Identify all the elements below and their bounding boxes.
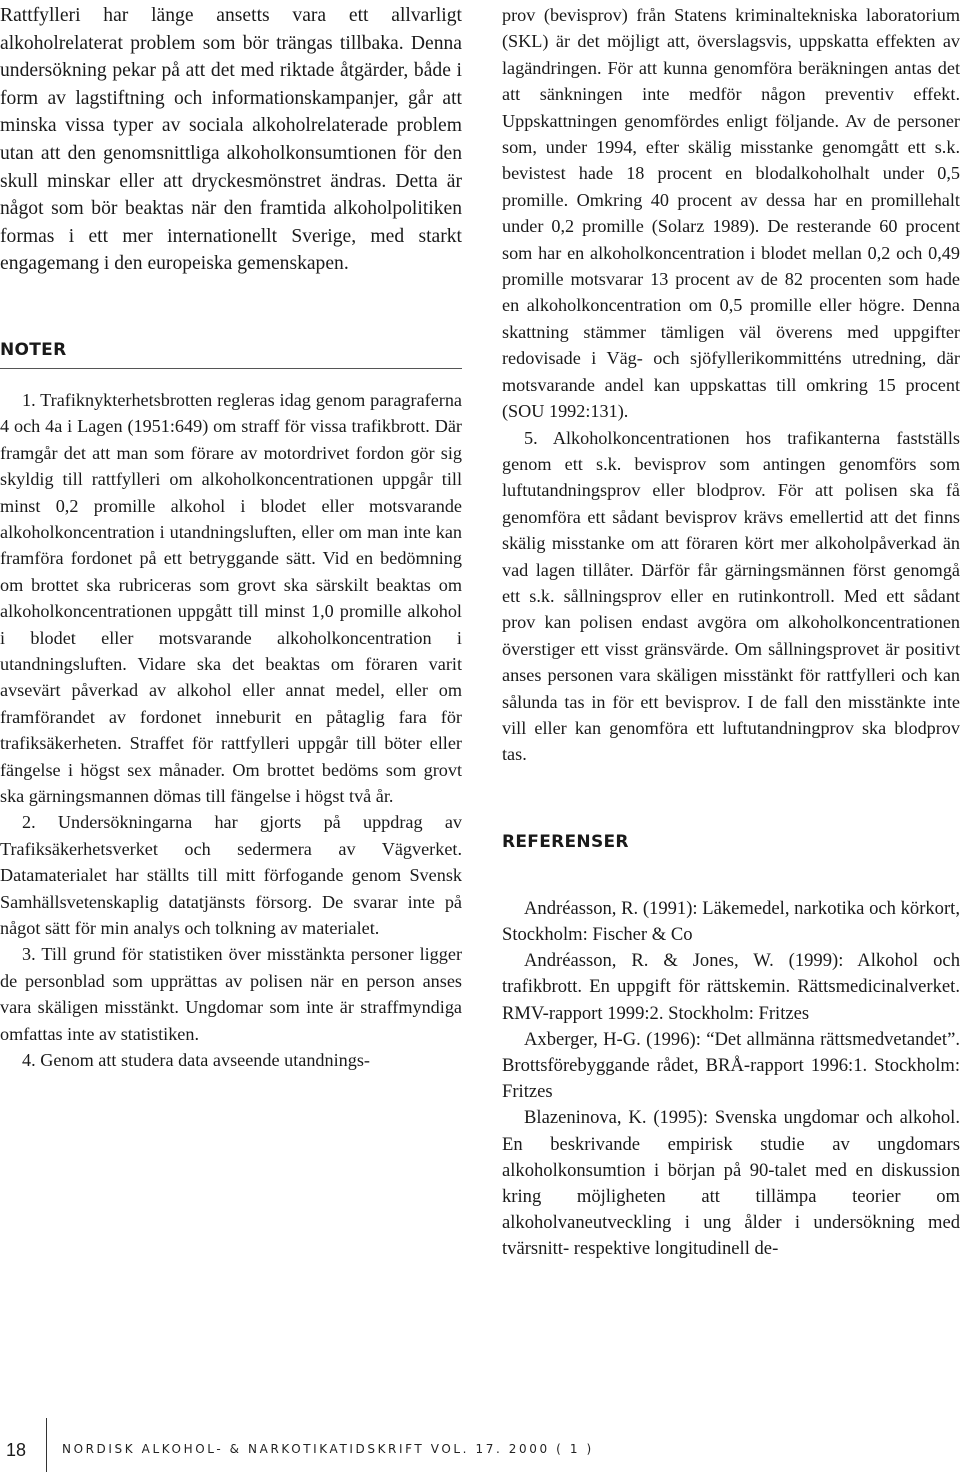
note-1: 1. Trafiknykterhetsbrotten regleras idag genom paragraferna 4 och 4a i Lagen (1951:649) om straff för vissa trafikbrott. Där framgår det att man som förare av motordrivet fordon gör sig skyldig till rattfylleri om alkoholkoncentrationen uppgår till minst 0,2 promille alkohol i blodet eller motsvarande alkoholkoncentration i utandningsluften, eller om man inte kan framföra fordonet på ett betryggande sätt. Vid en bedömning om brottet ska rubriceras som grovt ska särskilt beaktas om alkoholkoncentrationen uppgått till minst 1,0 promille alkohol i blodet eller motsvarande alkoholkoncentration i utandningsluften. Vidare ska det beaktas om föraren varit avsevärt påverkad av alkohol eller annat medel, eller om framförandet av fordonet inneburit en påtaglig fara för trafiksäkerheten. Straffet för rattfylleri uppgår till böter eller fängelse i högst sex månader. Om brottet bedöms som grovt ska gärningsmannen dömas till fängelse i högst två år.	[0, 389, 462, 807]
note-3: 3. Till grund för statistiken över misstänkta personer ligger de personblad som upprättas av polisen när en person anses vara skäligen misstänkt. Ungdomar som inte är straffmyndiga omfattas inte av statistiken.	[0, 944, 462, 1044]
intro-paragraph: Rattfylleri har länge ansetts vara ett allvarligt alkoholrelaterat problem som bör trängas tillbaka. Denna undersökning pekar på att det med riktade åtgärder, både i form av lagstiftning och informationskampanjer, går att minska vissa typer av sociala alkoholrelaterade problem utan att den genomsnittliga alkoholkonsumtionen för den skull minskar eller att dryckesmönstret ändras. Detta är något som bör beaktas när den framtida alkoholpolitiken formas i ett mer internationellt Sverige, med starkt engagemang i den europeiska gemenskapen.	[0, 5, 462, 275]
left-column	[0, 2, 462, 1074]
references-list	[502, 896, 960, 1263]
page-number: 18	[6, 1440, 27, 1460]
notes-list	[0, 387, 462, 1074]
reference-item: Andréasson, R. (1991): Läkemedel, narkotika och körkort, Stockholm: Fischer & Co	[502, 897, 960, 945]
intro-block	[0, 2, 462, 278]
journal-title: NORDISK ALKOHOL- & NARKOTIKATIDSKRIFT VOL. 17. 2000 ( 1 )	[62, 1442, 594, 1456]
note-4: 4. Genom att studera data avseende utandnings-	[22, 1050, 370, 1071]
note-5: 5. Alkoholkoncentrationen hos trafikanterna fastställs genom ett s.k. bevisprov som antingen genomförs som luftutandningsprov eller blodprov. För att polisen ska få genomföra ett sådant bevisprov krävs emellertid att det finns skälig misstanke om att föraren kört mer alkoholpåverkad än vad lagen tillåter. Därför får gärningsmännen först genomgå ett s.k. sållningsprov eller en rutinkontroll. Med ett sådant prov kan polisen endast avgöra om alkoholkoncentrationen överstiger ett visst gränsvärde. Om sållningsprovet är positivt anses personen vara skäligen misstänkt för rattfylleri och kan sålunda tas in för ett bevisprov. I de fall den misstänkte inte vill eller kan genomföra ett luftutandningprov ska blodprov tas.	[502, 427, 960, 765]
footer-divider	[46, 1418, 47, 1472]
note-4-continued: prov (bevisprov) från Statens kriminaltekniska laboratorium (SKL) är det möjligt att, överslagsvis, uppskatta effekten av lagändringen. För att kunna genomföra beräkningen antas det att sänkningen inte medför någon preventiv effekt. Uppskattningen genomfördes enligt följande. Av de personer som, under 1994, efter skälig misstanke genomgått ett s.k. bevistest hade 18 procent en blodalkoholhalt under 0,5 promille. Omkring 40 procent av dessa har en promillehalt under 0,2 promille (Solarz 1989). De resterande 60 procent som har en alkoholkoncentration i blodet mellan 0,2 och 0,49 promille motsvarar 13 procent av de 82 procenten som hade en alkoholkoncentration om 0,5 promille eller högre. Denna skattning stämmer tämligen väl överens med uppgifter redovisade i Väg- och sjöfyllerikommitténs utredning, där motsvarande andel kan uppskattas till omkring 15 procent (SOU 1992:131).	[502, 5, 960, 422]
notes-continued	[502, 2, 960, 768]
page-footer	[0, 1418, 960, 1472]
reference-item: Andréasson, R. & Jones, W. (1999): Alkohol och trafikbrott. En uppgift för rättskemin. Rättsmedicinalverket. RMV-rapport 1999:2. Stockholm: Fritzes	[502, 950, 960, 1024]
reference-item: Blazeninova, K. (1995): Svenska ungdomar och alkohol. En beskrivande empirisk studie av ungdomars alkoholkonsumtion i början på 90-talet med en diskussion kring möjligheten att tillämpa teorier om alkoholvaneutveckling i ung ålder i undersökning med tvärsnitt- respektive longitudinell de-	[502, 1107, 960, 1260]
note-2: 2. Undersökningarna har gjorts på uppdrag av Trafiksäkerhetsverket och sedermera av Vägverket. Datamaterialet har ställts till mitt förfogande genom Svensk Samhällsvetenskaplig datatjänsts försorg. De svarar inte på något sätt för min analys och tolkning av materialet.	[0, 812, 462, 939]
notes-heading: NOTER	[0, 339, 67, 360]
right-column	[502, 2, 960, 1263]
reference-item: Axberger, H-G. (1996): “Det allmänna rättsmedvetandet”. Brottsförebyggande rådet, BRÅ-rapport 1996:1. Stockholm: Fritzes	[502, 1028, 960, 1103]
references-heading: REFERENSER	[502, 831, 629, 852]
